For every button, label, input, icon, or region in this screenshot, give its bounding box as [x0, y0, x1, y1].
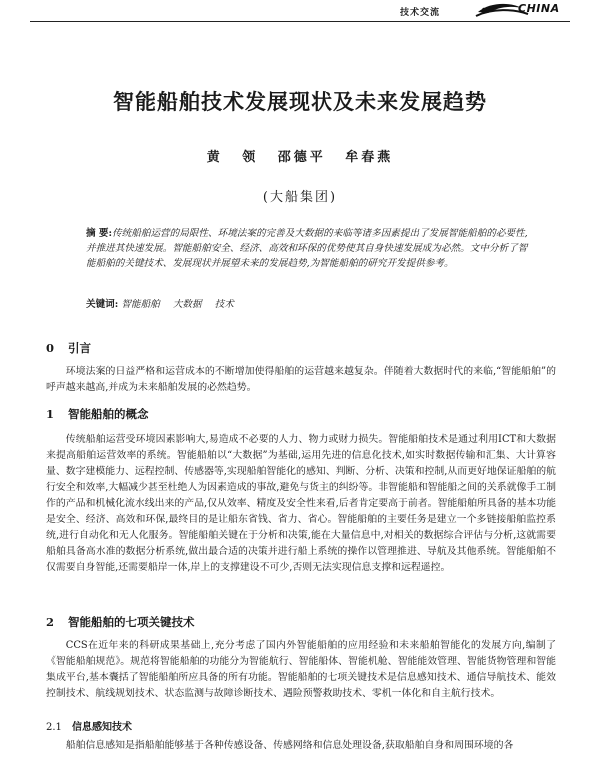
keywords-label: 关键词: [86, 299, 119, 310]
journal-section-label: 技术交流 [400, 8, 441, 18]
section-heading-0 [46, 340, 91, 356]
header-rule [30, 21, 570, 22]
running-header [0, 0, 600, 22]
section-number: 2 [46, 615, 55, 629]
keyword: 技术 [214, 299, 234, 310]
keyword: 智能船舶 [121, 299, 160, 310]
logo-text: CHINA [518, 2, 560, 15]
abstract [86, 226, 536, 271]
keywords [86, 296, 536, 310]
paper-title: 智能船舶技术发展现状及未来发展趋势 [113, 89, 487, 114]
paper-authors: 黄 领 邵德平 牟春燕 [206, 150, 394, 165]
section-number: 0 [46, 341, 55, 355]
abstract-label: 摘 要: [86, 228, 113, 239]
section-title: 智能船舶的概念 [68, 407, 149, 421]
section-1-paragraph: 传统船舶运营受环境因素影响大,易造成不必要的人力、物力或财力损失。智能船舶技术是通过利用ICT和大数据来提高船舶运营效率的系统。智能船舶以“大数据”为基础,运用先进的信息化技术,如实时数据传输和汇集、大计算容量、数字建模能力、远程控制、传感器等,实现船舶智能化的感知、判断、分析、决策和控制,从而更好地保证船舶的航行安全和效率,大幅减少甚至杜绝人为因素造成的事故,避免与货主的纠纷等。非智能船和智能船之间的关系就像手工制作的产品和机械化流水线出来的产品,仅从效率、精度及安全性来看,后者肯定要高于前者。智能船舶所具备的基本功能是安全、经济、高效和环保,最终目的是让船东省钱、省力、省心。智能船舶的主要任务是建立一个多链接船舶监控系统,进行自动化和无人化服务。智能船舶关键在于分析和决策,能在大量信息中,对相关的数据综合评估与分析,这就需要船舶具备高水准的数据分析系统,做出最合适的决策并进行船上系统的操作以管理推进、导航及其他系统。智能船舶不仅需要自身智能,还需要船岸一体,岸上的支撑建设不可少,否则无法实现信息支撑和远程遥控。 [46, 434, 556, 573]
section-heading-2 [46, 614, 195, 630]
section-title: 引言 [68, 341, 91, 355]
subsection-paragraph: 船舶信息感知是指船舶能够基于各种传感设备、传感网络和信息处理设备,获取船舶自身和周围环境的各 [65, 740, 514, 751]
section-2-paragraph: CCS在近年来的科研成果基础上,充分考虑了国内外智能船舶的应用经验和未来船舶智能化的发展方向,编制了《智能船舶规范》。规范将智能船舶的功能分为智能航行、智能船体、智能机舱、智能能效管理、智能货物管理和智能集成平台,基本囊括了智能船舶所应具备的所有功能。智能船舶的七项关键技术是信息感知技术、通信导航技术、能效控制技术、航线规划技术、状态监测与故障诊断技术、遇险预警救助技术、零机一体化和自主航行技术。 [46, 640, 556, 699]
section-number: 1 [46, 407, 55, 421]
abstract-text: 传统船舶运营的局限性、环境法案的完善及大数据的来临等诸多因素提出了发展智能船舶的必要性,并推进其快速发展。智能船舶安全、经济、高效和环保的优势使其自身快速发展成为必然。文中分析了智能船舶的关键技术、发展现状并展望未来的发展趋势,为智能船舶的研究开发提供参考。 [86, 228, 528, 269]
subsection-title: 信息感知技术 [72, 722, 132, 733]
section-0-paragraph: 环境法案的日益严格和运营成本的不断增加使得船舶的运营越来越复杂。伴随着大数据时代的来临,“智能船舶”的呼声越来越高,并成为未来船舶发展的必然趋势。 [46, 366, 556, 393]
keyword: 大数据 [172, 299, 202, 310]
subsection-heading-2-1 [46, 718, 132, 733]
section-heading-1 [46, 406, 149, 422]
subsection-number: 2.1 [46, 722, 62, 733]
paper-affiliation: (大船集团) [262, 190, 338, 205]
section-title: 智能船舶的七项关键技术 [68, 615, 195, 629]
